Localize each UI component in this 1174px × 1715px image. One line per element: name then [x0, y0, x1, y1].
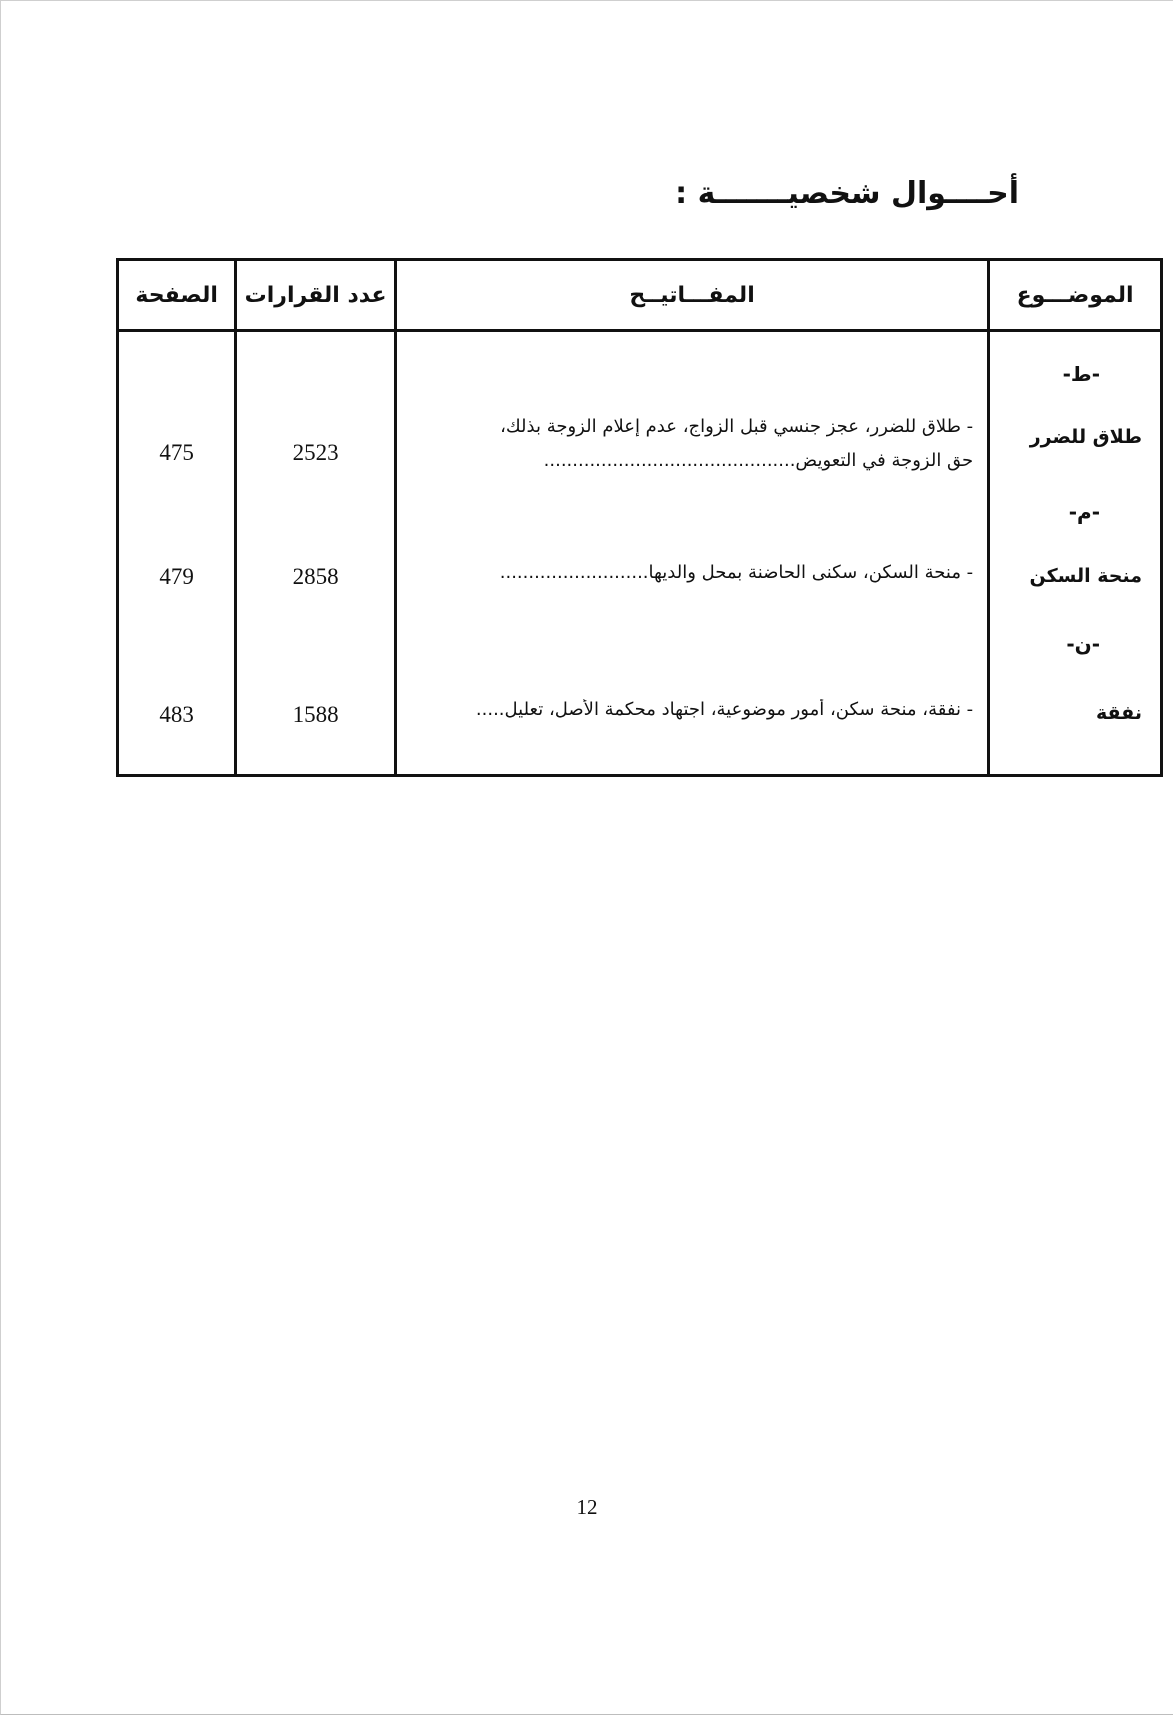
letter-heading: -م- [1068, 500, 1100, 524]
header-row [118, 260, 1162, 331]
table-body-row [118, 331, 1162, 776]
header-count: عدد القرارات [236, 260, 396, 331]
page-ref: 483 [159, 702, 194, 727]
letter-heading: -ن- [1066, 632, 1100, 656]
section-title: أحــــوال شخصيـــــــة : [675, 176, 1019, 211]
decision-count: 2858 [292, 564, 339, 589]
header-page: الصفحة [118, 260, 236, 331]
keyword-line: - منحة السكن، سكنى الحاضنة بمحل والديها.......................... [499, 562, 974, 583]
keyword-line: - نفقة، منحة سكن، أمور موضوعية، اجتهاد محكمة الأصل، تعليل..... [475, 699, 974, 720]
keyword-line: حق الزوجة في التعويض............................................ [543, 450, 974, 471]
page-ref: 479 [159, 564, 194, 589]
page-ref: 475 [159, 440, 194, 465]
decision-count: 1588 [292, 702, 339, 727]
subject-label: طلاق للضرر [1029, 426, 1142, 448]
index-table [116, 258, 1163, 777]
decision-count: 2523 [292, 440, 339, 465]
keywords-column [395, 331, 988, 776]
keyword-line: - طلاق للضرر، عجز جنسي قبل الزواج، عدم إعلام الزوجة بذلك، [500, 416, 974, 437]
subject-label: منحة السكن [1029, 565, 1142, 587]
header-keywords: المفـــاتيــح [395, 260, 988, 331]
subject-label: نفقة [1095, 702, 1142, 724]
letter-heading: -ط- [1062, 362, 1100, 386]
count-column [236, 331, 396, 776]
page-column [118, 331, 236, 776]
page-number: 12 [576, 1495, 598, 1519]
header-subject: الموضـــوع [989, 260, 1162, 331]
subject-column [989, 331, 1162, 776]
